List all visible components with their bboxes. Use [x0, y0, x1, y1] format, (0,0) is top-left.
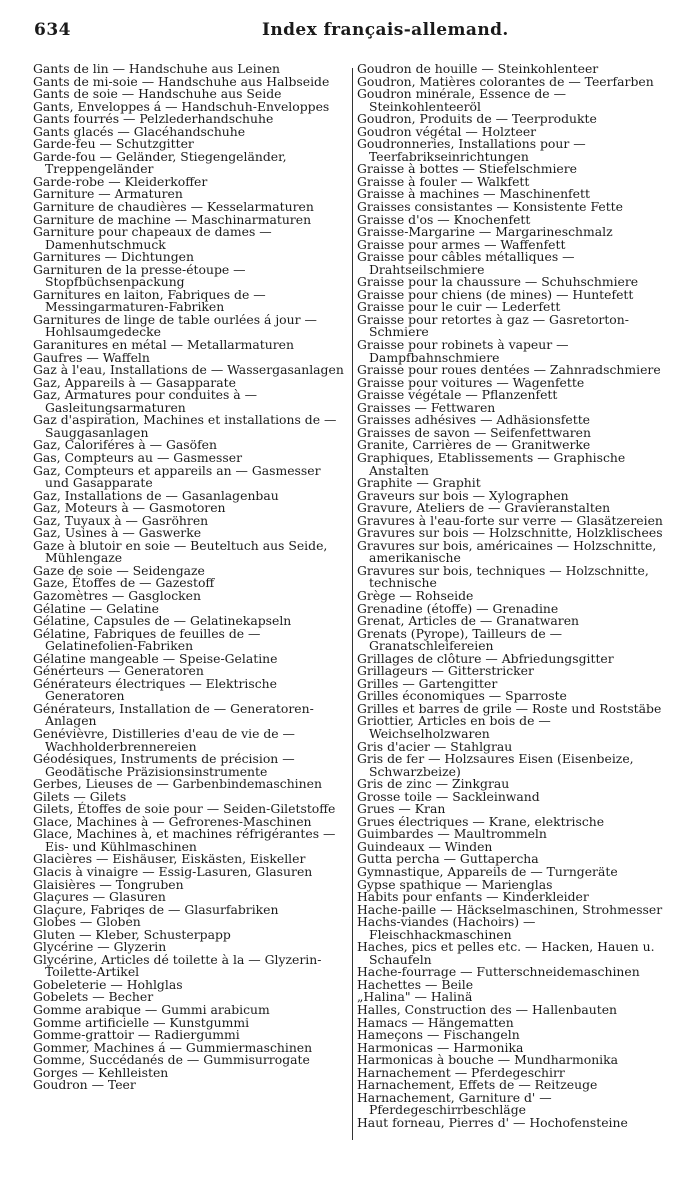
index-entry: Glace, Machines à — Gefrorenes-Maschinen	[33, 813, 312, 829]
index-entry: Gerbes, Lieuses de — Garbenbindemaschinen	[33, 776, 322, 792]
index-entry: Haches, pics et pelles etc. — Hacken, Hauen u. Schaufeln	[357, 939, 655, 967]
index-entry: Grues — Kran	[357, 801, 446, 817]
index-entry: Globes — Globen	[33, 914, 141, 930]
index-entry: Garniture — Armaturen	[33, 186, 183, 202]
index-entry: Graisse à machines — Maschinenfett	[357, 186, 590, 202]
index-entry: Gélatine — Gelatine	[33, 600, 159, 616]
index-entry: Glycérine, Articles dé toilette à la — Glyzerin-Toilette-Artikel	[33, 951, 322, 980]
index-entry: Goudron, Matières colorantes de — Teerfarben	[357, 73, 654, 89]
index-entry: Graisse pour robinets à vapeur — Dampfbahnschmiere	[357, 337, 569, 365]
index-entry: Gravures à l'eau-forte sur verre — Glasätzereien	[357, 512, 663, 528]
index-entry: Graisse pour armes — Waffenfett	[357, 236, 566, 252]
index-entry: Gravures sur bois — Holzschnitte, Holzklischees	[357, 525, 663, 541]
index-entry: Gaz, Armatures pour conduites à — Gasleitungsarmaturen	[33, 387, 258, 415]
index-entry: Garanitures en métal — Metallarmaturen	[33, 337, 294, 353]
index-entry: Gaze à blutoir en soie — Beuteltuch aus Seide, Mühlengaze	[33, 537, 328, 566]
index-entry: Gaze de soie — Seidengaze	[33, 562, 205, 578]
index-entry: Grège — Rohseide	[357, 587, 474, 603]
index-entry: Graisse végétale — Pflanzenfett	[357, 387, 558, 403]
index-entry: Gris de fer — Holzsaures Eisen (Eisenbeize, Schwarzbeize)	[357, 751, 634, 779]
index-entry: Graisse d'os — Knochenfett	[357, 211, 531, 227]
index-entry: Grilles — Gartengitter	[357, 675, 498, 691]
index-entry: Hache-fourrage — Futterschneidemaschinen	[357, 964, 640, 980]
index-entry: Grillageurs — Gitterstricker	[357, 663, 534, 679]
index-entry: Générateurs électriques — Elektrische Generatoren	[33, 675, 277, 704]
index-entry: Gaz d'aspiration, Machines et installations de — Sauggasanlagen	[33, 412, 337, 440]
index-entry: Garnitures de linge de table ourlées á jour — Hohlsaumgedecke	[33, 311, 317, 340]
page-number: 634	[34, 20, 71, 40]
index-entry: Gaz, Tuyaux à — Gasröhren	[33, 512, 209, 528]
index-entry: Graisse pour le cuir — Lederfett	[357, 299, 561, 315]
index-entry: Gaz, Installations de — Gasanlagenbau	[33, 487, 279, 503]
index-entry: Gobelets — Becher	[33, 989, 154, 1005]
index-entry: Graisse pour chiens (de mines) — Huntefett	[357, 286, 634, 302]
index-entry: „Halina" — Halinä	[357, 989, 473, 1005]
index-entry: Goudron, Produits de — Teerprodukte	[357, 111, 597, 127]
index-entry: Gants de soie — Handschuhe aus Seide	[33, 86, 282, 102]
index-entry: Garnitures — Dichtungen	[33, 249, 194, 265]
index-entry: Garnitures en laiton, Fabriques de — Messingarmaturen-Fabriken	[33, 286, 266, 315]
index-entry: Gants de lin — Handschuhe aus Leinen	[33, 61, 281, 76]
index-entry: Guindeaux — Winden	[357, 838, 493, 854]
index-entry: Gaz, Caloriféres à — Gasöfen	[33, 437, 217, 453]
index-entry: Gazomètres — Gasglocken	[33, 587, 201, 603]
index-entry: Gutta percha — Guttapercha	[357, 851, 539, 867]
index-entry: Graisses de savon — Seifenfettwaren	[357, 424, 591, 440]
index-entry: Gélatine, Capsules de — Gelatinekapseln	[33, 613, 292, 629]
index-entry: Générteurs — Generatoren	[33, 663, 204, 679]
index-entry: Gants glacés — Glacéhandschuhe	[33, 123, 246, 139]
index-entry: Gommer, Machines á — Gummiermaschinen	[33, 1039, 313, 1055]
index-entry: Garniture de machine — Maschinarmaturen	[33, 211, 312, 227]
index-entry: Goudron végétal — Holzteer	[357, 123, 537, 139]
index-entry: Graisses consistantes — Konsistente Fette	[357, 199, 623, 215]
index-entry: Haut forneau, Pierres d' — Hochofensteine	[357, 1114, 628, 1130]
index-entry: Garde-robe — Kleiderkoffer	[33, 173, 208, 189]
index-entry: Hachs-viandes (Hachoirs) — Fleischhackmaschinen	[357, 914, 536, 942]
index-entry: Garniture pour chapeaux de dames — Damenhutschmuck	[33, 224, 272, 252]
index-entry: Glacis à vinaigre — Essig-Lasuren, Glasuren	[33, 864, 313, 879]
index-entry: Graisses adhésives — Adhäsionsfette	[357, 412, 591, 428]
index-entry: Gravures sur bois, américaines — Holzschnitte, amerikanische	[357, 537, 657, 566]
index-entry: Garnituren de la presse-étoupe — Stopfbüchsenpackung	[33, 261, 246, 290]
index-entry: Gilets — Gilets	[33, 788, 127, 804]
index-column-left	[33, 63, 345, 1092]
index-entry: Gomme, Succédanés de — Gummisurrogate	[33, 1052, 310, 1068]
index-entry: Guimbardes — Maultrommeln	[357, 826, 547, 842]
index-entry: Granite, Carrières de — Granitwerke	[357, 437, 591, 453]
index-entry: Hamacs — Hängematten	[357, 1014, 514, 1030]
index-entry: Gaz, Moteurs à — Gasmotoren	[33, 500, 226, 516]
index-entry: Gravures sur bois, techniques — Holzschnitte, technische	[357, 562, 649, 591]
index-entry: Gomme-grattoir — Radiergummi	[33, 1027, 240, 1043]
index-entry: Garde-feu — Schutzgitter	[33, 136, 194, 152]
index-entry: Grenats (Pyrope), Tailleurs de — Granatschleifereien	[357, 625, 563, 654]
index-entry: Gomme artificielle — Kunstgummi	[33, 1014, 250, 1030]
index-entry: Gomme arabique — Gummi arabicum	[33, 1002, 270, 1018]
index-entry: Gypse spathique — Marienglas	[357, 876, 553, 892]
index-entry: Graisse pour la chaussure — Schuhschmiere	[357, 274, 639, 290]
index-entry: Gants fourrés — Pelzlederhandschuhe	[33, 111, 274, 127]
index-entry: Graisse à fouler — Walkfett	[357, 173, 530, 189]
index-entry: Graveurs sur bois — Xylographen	[357, 487, 569, 503]
index-entry: Glycérine — Glyzerin	[33, 939, 167, 955]
index-entry: Gilets, Étoffes de soie pour — Seiden-Giletstoffe	[33, 801, 336, 817]
index-entry: Garde-fou — Geländer, Stiegengeländer, Treppengeländer	[33, 148, 287, 177]
column-divider	[352, 68, 353, 1140]
index-column-right	[357, 63, 668, 1129]
index-entry: Gymnastique, Appareils de — Turngeräte	[357, 864, 618, 879]
index-entry: Griottier, Articles en bois de — Weichselholzwaren	[357, 713, 551, 741]
index-entry: Graisse pour retortes à gaz — Gasretorton-Schmiere	[357, 311, 629, 340]
index-entry: Gorges — Kehlleisten	[33, 1064, 169, 1080]
index-entry: Goudron minérale, Essence de — Steinkohlenteeröl	[357, 86, 566, 114]
index-entry: Grenadine (étoffe) — Grenadine	[357, 600, 559, 616]
index-entry: Harmonicas à bouche — Mundharmonika	[357, 1052, 619, 1068]
index-entry: Harnachement, Garniture d' — Pferdegeschirrbeschläge	[357, 1089, 552, 1118]
index-entry: Goudron de houille — Steinkohlenteer	[357, 61, 599, 76]
index-entry: Goudronneries, Installations pour — Teerfabrikseinrichtungen	[357, 136, 586, 164]
page-title: Index français-allemand.	[262, 20, 509, 40]
index-entry: Gobeleterie — Hohlglas	[33, 976, 183, 992]
index-entry: Graisse-Margarine — Margarineschmalz	[357, 224, 613, 240]
index-entry: Gaz, Appareils à — Gasapparate	[33, 374, 236, 390]
index-entry: Gravure, Ateliers de — Gravieranstalten	[357, 500, 611, 516]
index-entry: Grenat, Articles de — Granatwaren	[357, 613, 580, 629]
index-entry: Glaçures — Glasuren	[33, 889, 166, 905]
index-entry: Gris d'acier — Stahlgrau	[357, 738, 513, 754]
index-entry: Gluten — Kleber, Schusterpapp	[33, 926, 231, 942]
index-entry: Hameçons — Fischangeln	[357, 1027, 520, 1043]
index-entry: Genévièvre, Distilleries d'eau de vie de — Wachholderbrennereien	[33, 725, 295, 754]
index-entry: Glaçure, Fabriqes de — Glasurfabriken	[33, 901, 279, 917]
index-entry: Grillages de clôture — Abfriedungsgitter	[357, 650, 614, 666]
index-entry: Gélatine, Fabriques de feuilles de — Gelatinefolien-Fabriken	[33, 625, 261, 654]
index-entry: Gélatine mangeable — Speise-Gelatine	[33, 650, 278, 666]
index-entry: Gaufres — Waffeln	[33, 349, 150, 365]
index-entry: Gaz, Compteurs et appareils an — Gasmesser und Gasapparate	[33, 462, 321, 491]
index-entry: Harnachement, Effets de — Reitzeuge	[357, 1077, 598, 1093]
index-entry: Garniture de chaudières — Kesselarmaturen	[33, 199, 314, 215]
index-entry: Graphiques, Etablissements — Graphische Anstalten	[357, 449, 626, 478]
index-entry: Générateurs, Installation de — Generatoren-Anlagen	[33, 700, 314, 729]
index-entry: Graphite — Graphit	[357, 475, 481, 491]
index-entry: Glacières — Eishäuser, Eiskästen, Eiskeller	[33, 851, 306, 867]
index-entry: Harnachement — Pferdegeschirr	[357, 1064, 565, 1080]
index-entry: Graisses — Fettwaren	[357, 399, 496, 415]
index-entry: Gants, Enveloppes á — Handschuh-Enveloppes	[33, 98, 330, 114]
index-entry: Halles, Construction des — Hallenbauten	[357, 1002, 618, 1018]
index-entry: Grilles et barres de grile — Roste und Roststäbe	[357, 700, 662, 716]
index-entry: Graisse pour voitures — Wagenfette	[357, 374, 585, 390]
index-entry: Graisse pour roues dentées — Zahnradschmiere	[357, 362, 661, 378]
index-entry: Grilles économiques — Sparroste	[357, 688, 567, 704]
index-entry: Géodésiques, Instruments de précision — Geodätische Präzisionsinstrumente	[33, 751, 295, 779]
index-entry: Grosse toile — Sackleinwand	[357, 788, 540, 804]
index-entry: Grues électriques — Krane, elektrische	[357, 813, 605, 829]
index-entry: Hache-paille — Häckselmaschinen, Strohmesser	[357, 901, 663, 917]
index-entry: Harmonicas — Harmonika	[357, 1039, 524, 1055]
index-entry: Gaz, Usines à — Gaswerke	[33, 525, 202, 541]
index-entry: Gas, Compteurs au — Gasmesser	[33, 449, 242, 465]
index-entry: Gants de mi-soie — Handschuhe aus Halbseide	[33, 73, 330, 89]
index-entry: Habits pour enfants — Kinderkleider	[357, 889, 589, 905]
index-entry: Glace, Machines à, et machines réfrigérantes — Eis- und Kühlmaschinen	[33, 826, 336, 854]
index-entry: Gaze, Étoffes de — Gazestoff	[33, 575, 215, 591]
index-entry: Glaisières — Tongruben	[33, 876, 184, 892]
index-entry: Gaz à l'eau, Installations de — Wassergasanlagen	[33, 362, 344, 378]
index-entry: Gris de zinc — Zinkgrau	[357, 776, 510, 792]
index-entry: Graisse pour câbles métalliques — Drahtseilschmiere	[357, 249, 575, 277]
index-entry: Hachettes — Beile	[357, 976, 474, 992]
index-entry: Goudron — Teer	[33, 1077, 136, 1093]
index-entry: Graisse à bottes — Stiefelschmiere	[357, 161, 578, 177]
